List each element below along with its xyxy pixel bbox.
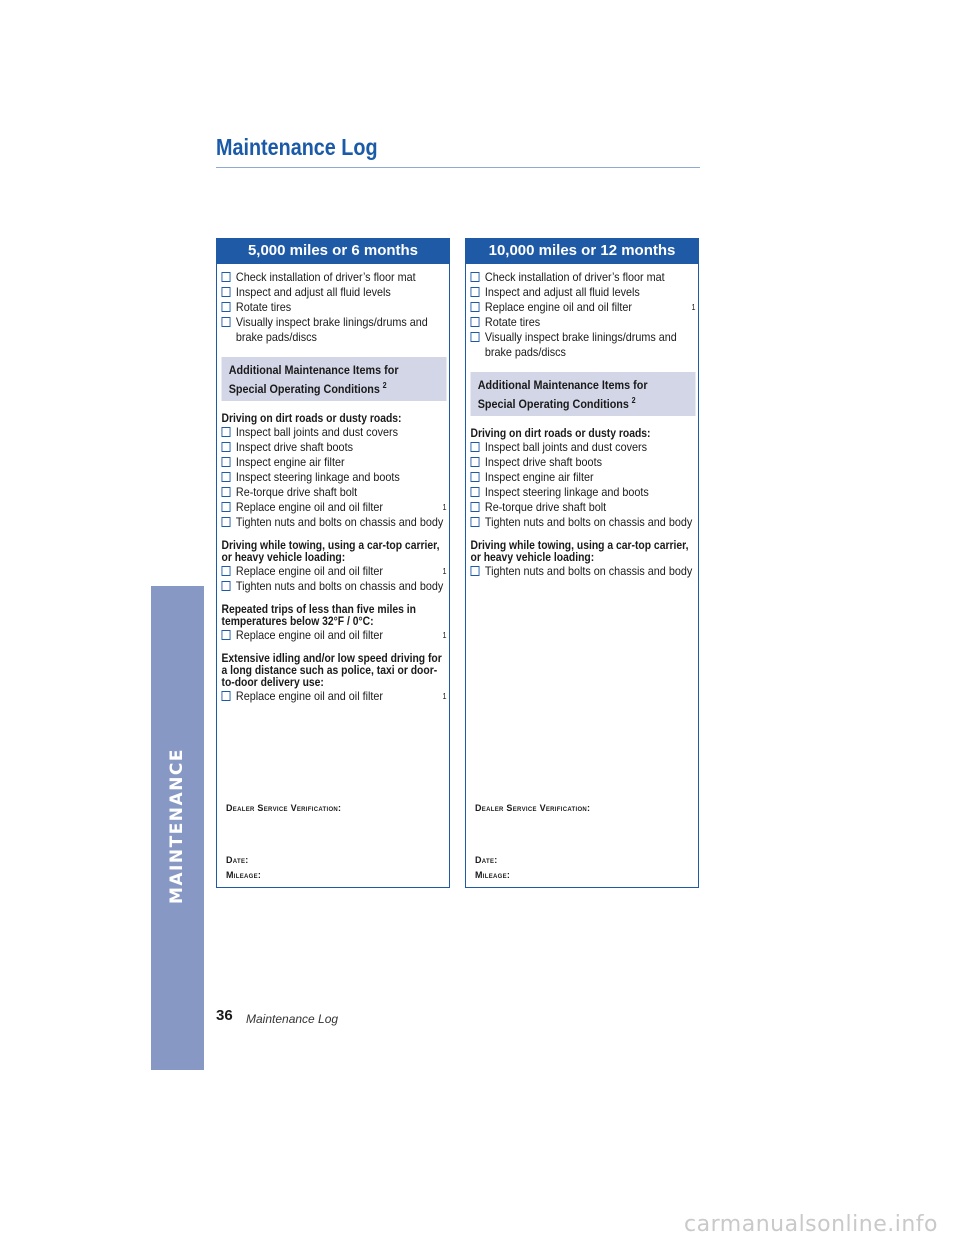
condition-heading: Driving while towing, using a car-top carrier, or heavy vehicle loading: [221,540,440,564]
checklist-item [222,315,447,345]
checklist-item [222,485,447,500]
checkbox-icon[interactable] [222,427,231,437]
checkbox-icon[interactable] [471,487,480,497]
checklist-item [471,470,696,485]
checklist-item-label: Inspect steering linkage and boots [235,470,400,484]
checkbox-icon[interactable] [471,287,480,297]
checklist-item-label: Tighten nuts and bolts on chassis and body [484,564,693,578]
checklist-item [222,689,447,704]
checklist-item-label: Check installation of driver’s floor mat [235,270,416,284]
condition-heading: Driving while towing, using a car-top carrier, or heavy vehicle loading: [470,540,689,564]
sidebar-label: MAINTENANCE [167,747,187,905]
dealer-verification-label: Dealer Service Verification: [226,803,342,813]
checkbox-icon[interactable] [222,317,231,327]
checklist-item [471,455,696,470]
checklist-item [222,285,447,300]
checklist-item [471,440,696,455]
additional-items-title: Additional Maintenance Items for Special Operating Conditions [477,378,648,411]
checkbox-icon[interactable] [471,566,480,576]
checklist-item [222,470,447,485]
additional-items-title: Additional Maintenance Items for Special Operating Conditions [228,363,399,396]
checklist-item-label: Inspect ball joints and dust covers [484,440,647,454]
checklist-item-label: Inspect engine air filter [235,455,345,469]
checklist-item [471,500,696,515]
checklist-item [222,515,447,530]
additional-items-header [222,357,447,401]
watermark: carmanualsonline.info [684,1212,938,1237]
date-label: Date: [475,855,498,865]
checkbox-icon[interactable] [471,502,480,512]
checkbox-icon[interactable] [471,332,480,342]
checkbox-icon[interactable] [471,272,480,282]
card-header: 5,000 miles or 6 months [216,238,450,264]
mileage-label: Mileage: [226,870,262,880]
checklist-item-label: Replace engine oil and oil filter [484,300,632,314]
checklist-item-label: Tighten nuts and bolts on chassis and body [235,515,444,529]
checklist-item-label: Check installation of driver’s floor mat [484,270,665,284]
checklist-item-label: Visually inspect brake linings/drums and brake pads/discs [235,315,428,344]
date-label: Date: [226,855,249,865]
checklist-item-label: Rotate tires [235,300,292,314]
checklist-item [471,330,696,360]
checklist-item [222,628,447,643]
dealer-verification-label: Dealer Service Verification: [475,803,591,813]
condition-heading: Driving on dirt roads or dusty roads: [470,428,651,440]
maintenance-card-5000 [216,238,450,888]
checklist-item [222,440,447,455]
checklist-item [222,300,447,315]
checklist-item [471,485,696,500]
card-body [217,264,451,704]
checklist-item [471,315,696,330]
checkbox-icon[interactable] [471,317,480,327]
maintenance-card-10000 [465,238,699,888]
checkbox-icon[interactable] [222,502,231,512]
checklist-item-label: Inspect and adjust all fluid levels [484,285,640,299]
checkbox-icon[interactable] [222,517,231,527]
checkbox-icon[interactable] [222,630,231,640]
checkbox-icon[interactable] [222,581,231,591]
checkbox-icon[interactable] [222,272,231,282]
footnote-marker: 2 [382,381,387,390]
checkbox-icon[interactable] [222,487,231,497]
checkbox-icon[interactable] [222,691,231,701]
checklist-item [222,455,447,470]
footnote-marker: 1 [442,692,447,701]
checklist-item-label: Replace engine oil and oil filter [235,564,383,578]
footnote-marker: 1 [442,631,447,640]
checklist-item [471,300,696,315]
checklist-item-label: Replace engine oil and oil filter [235,628,383,642]
checkbox-icon[interactable] [471,472,480,482]
checklist-item-label: Inspect and adjust all fluid levels [235,285,391,299]
checklist-item [222,564,447,579]
card-body [466,264,700,579]
checklist-item [222,270,447,285]
mileage-label: Mileage: [475,870,511,880]
checkbox-icon[interactable] [471,442,480,452]
checklist-item-label: Inspect steering linkage and boots [484,485,649,499]
checkbox-icon[interactable] [471,302,480,312]
condition-heading: Driving on dirt roads or dusty roads: [221,413,402,425]
checkbox-icon[interactable] [222,287,231,297]
checklist-item-label: Inspect drive shaft boots [235,440,353,454]
checklist-item-label: Tighten nuts and bolts on chassis and body [484,515,693,529]
checklist-item [222,579,447,594]
additional-items-header [471,372,696,416]
card-header: 10,000 miles or 12 months [465,238,699,264]
checkbox-icon[interactable] [471,457,480,467]
condition-heading: Extensive idling and/or low speed driving for a long distance such as police, taxi or door-to-door delivery use: [221,653,442,689]
footnote-marker: 1 [442,567,447,576]
checklist-item-label: Inspect drive shaft boots [484,455,602,469]
checklist-item [222,500,447,515]
checklist-item-label: Replace engine oil and oil filter [235,500,383,514]
sidebar-tab [151,586,204,1070]
checklist-item-label: Inspect engine air filter [484,470,594,484]
checklist-item-label: Re-torque drive shaft bolt [235,485,358,499]
checkbox-icon[interactable] [222,566,231,576]
checklist-item-label: Visually inspect brake linings/drums and brake pads/discs [484,330,677,359]
footnote-marker: 1 [442,503,447,512]
checklist-item-label: Rotate tires [484,315,541,329]
title-divider [216,167,700,168]
checkbox-icon[interactable] [222,457,231,467]
checklist-item [471,285,696,300]
checkbox-icon[interactable] [222,302,231,312]
page-title: Maintenance Log [216,134,378,160]
checkbox-icon[interactable] [471,517,480,527]
checklist-item [471,564,696,579]
footer-title: Maintenance Log [246,1012,339,1026]
checklist-item-label: Re-torque drive shaft bolt [484,500,607,514]
checklist-item [471,270,696,285]
page-number: 36 [216,1007,233,1024]
checkbox-icon[interactable] [222,442,231,452]
checklist-item-label: Inspect ball joints and dust covers [235,425,398,439]
checklist-item-label: Tighten nuts and bolts on chassis and body [235,579,444,593]
checkbox-icon[interactable] [222,472,231,482]
condition-heading: Repeated trips of less than five miles in temperatures below 32°F / 0°C: [221,604,416,628]
footnote-marker: 1 [691,303,696,312]
checklist-item [471,515,696,530]
footnote-marker: 2 [631,396,636,405]
checklist-item-label: Replace engine oil and oil filter [235,689,383,703]
checklist-item [222,425,447,440]
